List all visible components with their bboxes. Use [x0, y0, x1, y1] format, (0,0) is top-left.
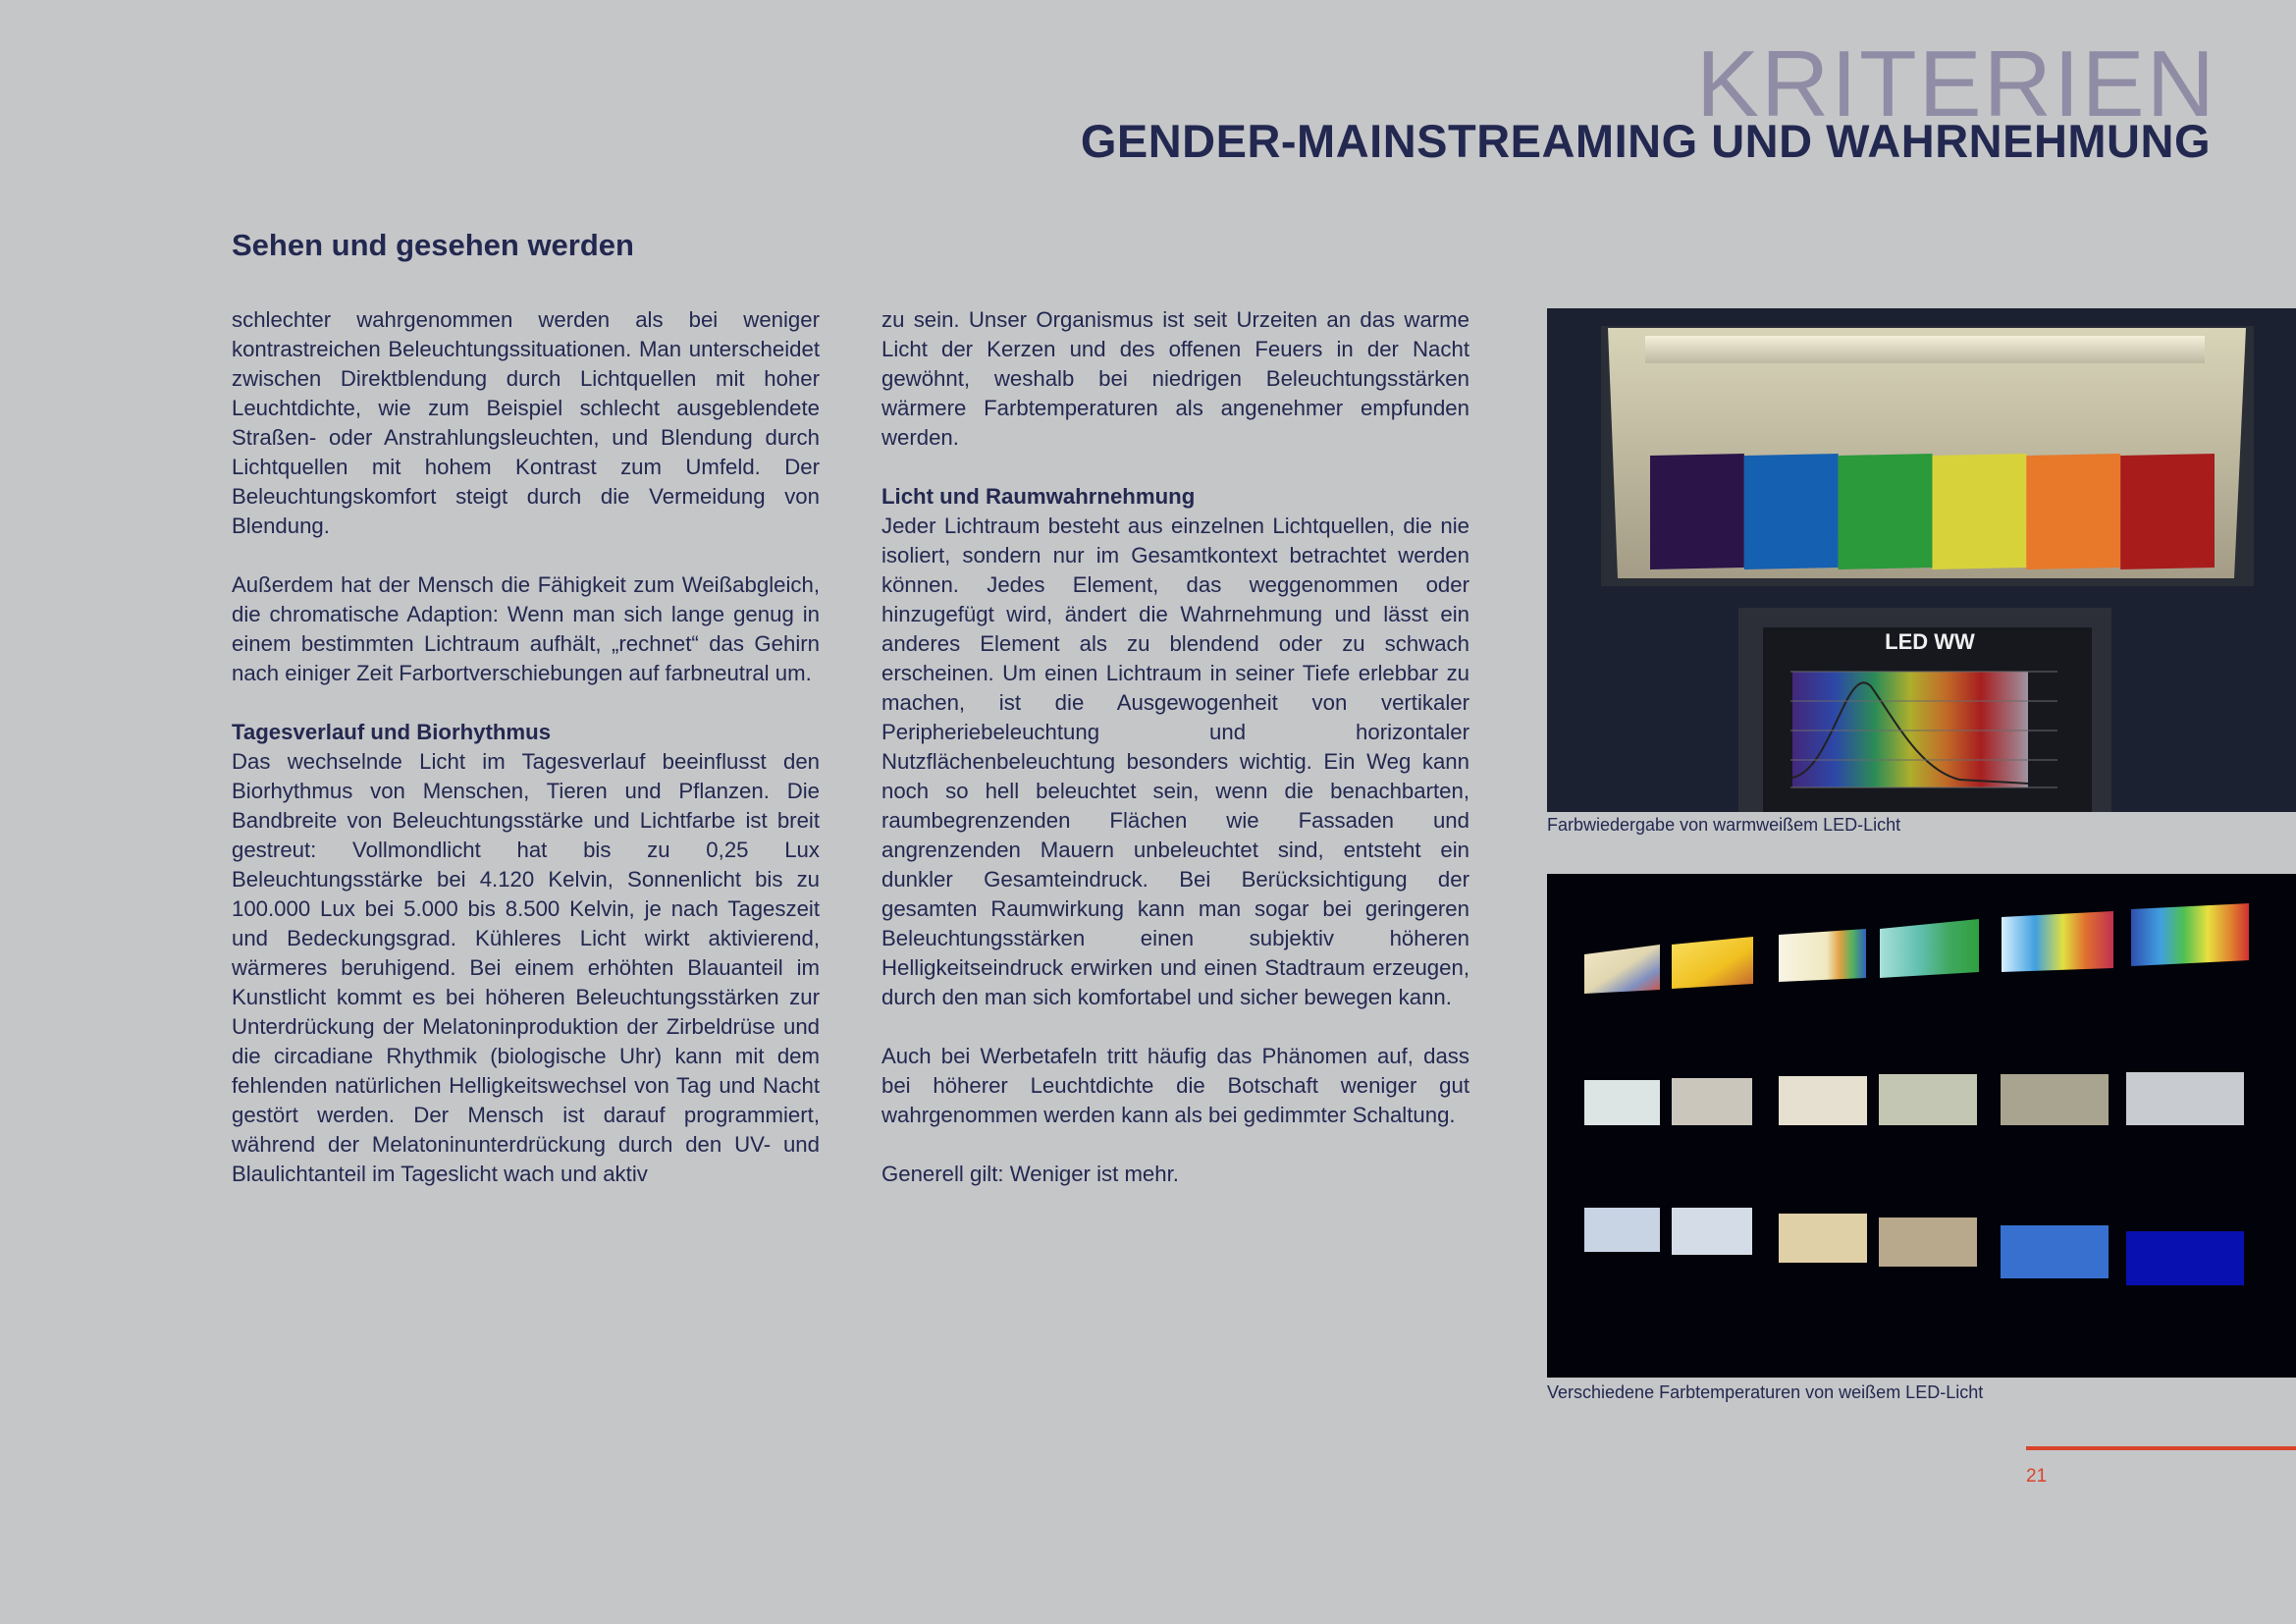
paragraph: Das wechselnde Licht im Tagesverlauf beeinflusst den Biorhythmus von Menschen, Tieren und Pflanzen. Die Bandbreite von Beleuchtungsstärke und Lichtfarbe ist breit gestreut: Vollmondlicht hat bis zu 0,25 Lux Beleuchtungsstärke bei 4.120 Kelvin, Sonnenlicht bis zu 100.000 Lux bei 5.000 bis 8.500 Kelvin, je nach Tageszeit und Bedeckungsgrad. Kühleres Licht wirkt aktivierend, wärmeres beruhigend. Bei einem erhöhten Blauanteil im Kunstlicht kommt es bei höheren Beleuchtungsstärken zur Unterdrückung der Melatoninproduktion der Zirbeldrüse und die circadiane Rhythmik (biologische Uhr) kann mit dem fehlenden natürlichen Helligkeitswechsel von Tag und Nacht gestört werden. Der Mensch ist darauf programmiert, während der Melatoninunterdrückung durch den UV- und Blaulichtanteil im Tageslicht wach und aktiv — [232, 749, 820, 1186]
paragraph: Auch bei Werbetafeln tritt häufig das Phänomen auf, dass bei höherer Leuchtdichte die Botschaft weniger gut wahrgenommen werden kann als bei gedimmter Schaltung. — [881, 1044, 1469, 1127]
screen-title: LED WW — [1885, 629, 1975, 654]
photo-led-color-temperatures — [1547, 874, 2296, 1378]
chapter-kicker: KRITERIEN — [1695, 31, 2216, 136]
figure-caption: Farbwiedergabe von warmweißem LED-Licht — [1547, 815, 1901, 835]
color-strip — [2120, 454, 2215, 569]
paragraph: Generell gilt: Weniger ist mehr. — [881, 1162, 1179, 1186]
subheading: Licht und Raumwahrnehmung — [881, 484, 1196, 509]
color-strip — [1744, 454, 1839, 569]
paragraph: schlechter wahrgenommen werden als bei weniger kontrastreichen Beleuchtungssituationen. Man unterscheidet zwischen Direktblendung durch Lichtquellen mit hoher Leuchtdichte, wie zum Beispiel schlecht ausgeblendete Straßen- oder Anstrahlungsleuchten, und Blendung durch Lichtquellen mit hohem Kontrast zum Umfeld. Der Beleuchtungskomfort steigt durch die Vermeidung von Blendung. — [232, 307, 820, 538]
paragraph: zu sein. Unser Organismus ist seit Urzeiten an das warme Licht der Kerzen und des offenen Feuers in der Nacht gewöhnt, weshalb bei niedrigen Beleuchtungsstärken wärmere Farbtemperaturen als angenehmer empfunden werden. — [881, 307, 1469, 450]
section-title: Sehen und gesehen werden — [232, 228, 634, 262]
page-header-title: GENDER-MAINSTREAMING UND WAHRNEHMUNG — [1080, 115, 2211, 167]
color-strips — [1650, 454, 2215, 569]
photo-warm-led-color-rendering — [1547, 308, 2296, 812]
subheading: Tagesverlauf und Biorhythmus — [232, 720, 552, 744]
color-strip — [2026, 454, 2120, 569]
color-strip — [1839, 454, 1933, 569]
text-column-left — [232, 305, 820, 1218]
page-number: 21 — [2026, 1466, 2048, 1487]
color-strip — [1650, 454, 1744, 569]
page-rule — [2026, 1446, 2296, 1450]
text-column-middle — [881, 305, 1469, 1189]
paragraph: Jeder Lichtraum besteht aus einzelnen Lichtquellen, die nie isoliert, sondern nur im Gesamtkontext betrachtet werden können. Jedes Element, das weggenommen oder hinzugefügt wird, ändert die Wahrnehmung und lässt ein anderes Element als zu blendend oder zu schwach erscheinen. Um einen Lichtraum in seiner Tiefe erlebbar zu machen, ist die Ausgewogenheit von vertikaler Peripheriebeleuchtung und horizontaler Nutzflächenbeleuchtung besonders wichtig. Ein Weg kann noch so hell beleuchtet sein, wenn die benachbarten, raumbegrenzenden Flächen wie Fassaden und angrenzenden Mauern unbeleuchtet sind, entsteht ein dunkler Gesamteindruck. Bei Berücksichtigung der gesamten Raumwirkung kann man sogar bei geringeren Beleuchtungsstärken einen subjektiv höheren Helligkeitseindruck erwirken und einen Stadtraum erzeugen, durch den man sich komfortabel und sicher bewegen kann. — [881, 514, 1469, 1009]
figure-caption: Verschiedene Farbtemperaturen von weißem LED-Licht — [1547, 1382, 1984, 1402]
paragraph: Außerdem hat der Mensch die Fähigkeit zum Weißabgleich, die chromatische Adaption: Wenn man sich lange genug in einem bestimmten Lichtraum aufhält, „rechnet“ das Gehirn nach einiger Zeit Farbortverschiebungen auf farbneutral um. — [232, 572, 820, 685]
color-strip — [1933, 454, 2027, 569]
